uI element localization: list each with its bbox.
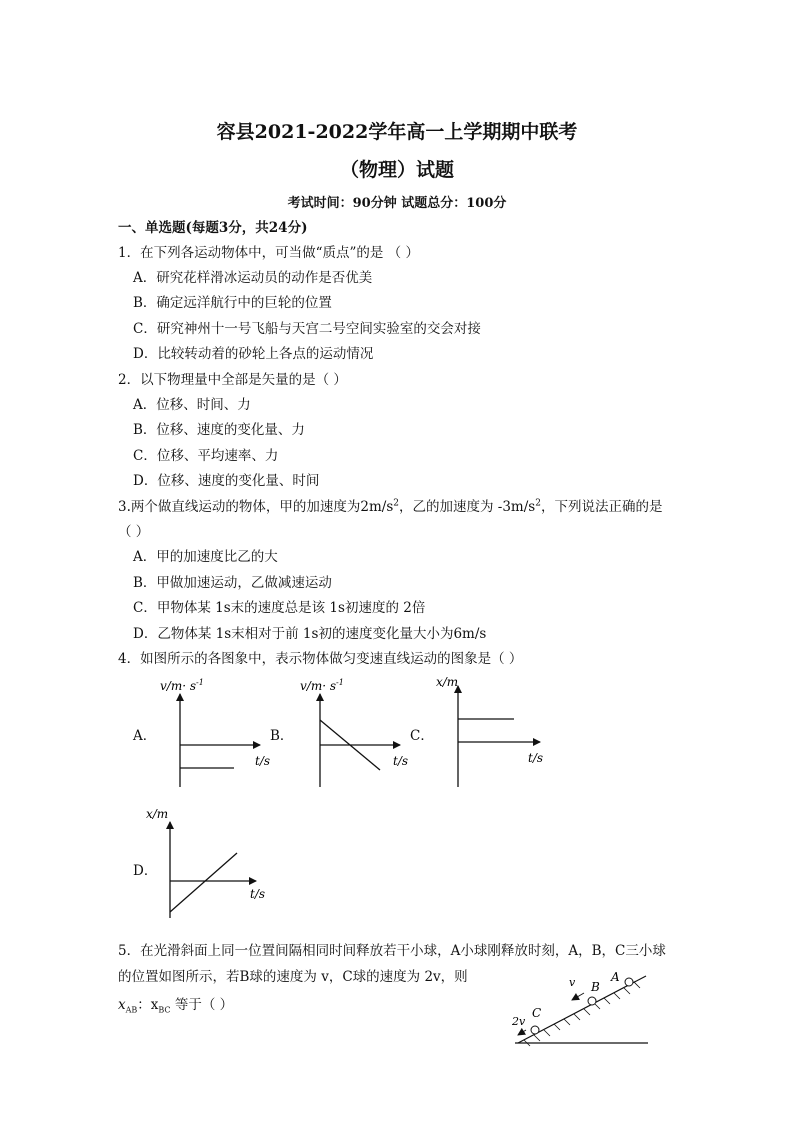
ball-b-label: B [591,980,600,994]
graph-d-label: D． [133,863,158,879]
x-axis-label: t/s [528,751,544,765]
question-2-option-c: C．位移、平均速率、力 [133,448,279,464]
ball-c-label: C [532,1006,542,1020]
question-1-stem: 1．在下列各运动物体中，可当做“质点”的是 （ ） [118,245,419,261]
question-3-stem [118,495,662,515]
question-2-option-b: B．位移、速度的变化量、力 [133,422,305,438]
superscript: 2 [535,498,541,509]
graph-c-label: C． [410,728,434,744]
y-axis-label: x/m [436,675,459,689]
incline-figure [500,960,660,1052]
question-2-option-a: A．位移、时间、力 [133,397,251,413]
question-3-option-b: B．甲做加速运动，乙做减速运动 [133,575,332,591]
question-1-option-c: C．研究神州十一号飞船与天宫二号空间实验室的交会对接 [133,321,481,337]
ratio-separator: ：x [137,997,159,1013]
question-5-line1: 5．在光滑斜面上同一位置间隔相同时间释放若干小球，A小球刚释放时刻，A，B，C三小球 [118,943,666,959]
question-1-option-d: D．比较转动着的砂轮上各点的运动情况 [133,346,374,362]
question-3-option-d: D．乙物体某 1s末相对于前 1s初的速度变化量大小为6m/s [133,626,487,642]
question-3-stem-line2: （ ） [118,524,150,540]
graph-a [150,672,280,792]
y-axis-label: $v/m\cdot s^{-1}$ [300,678,344,693]
graph-a-label: A． [133,728,157,744]
graph-c [428,672,558,792]
question-2-stem: 2．以下物理量中全部是矢量的是（ ） [118,372,347,388]
question-3-stem-part-c: ，下列说法正确的是 [540,499,663,515]
question-1-option-a: A．研究花样滑冰运动员的动作是否优美 [133,270,373,286]
question-3-option-a: A．甲的加速度比乙的大 [133,549,278,565]
x-axis-label: t/s [393,754,409,768]
question-5-line2: 的位置如图所示，若B球的速度为 v，C球的速度为 2v，则 [118,969,468,985]
subscript-bc: BC [158,1005,171,1015]
question-3-option-c: C．甲物体某 1s末的速度总是该 1s初速度的 2倍 [133,600,426,616]
superscript: 2 [393,498,399,509]
y-axis-label: $v/m\cdot s^{-1}$ [160,678,204,693]
section-heading: 一、单选题(每题3分，共24分) [118,220,308,236]
question-2-option-d: D．位移、速度的变化量、时间 [133,473,320,489]
position-line [170,853,237,912]
graph-d [140,800,280,920]
ball-a-label: A [611,970,620,984]
x-axis-label: t/s [255,754,271,768]
ball-c [531,1026,539,1034]
question-5-ratio [118,993,233,1015]
question-4-stem: 4．如图所示的各图象中，表示物体做匀变速直线运动的图象是（ ） [118,651,523,667]
incline-hatching [524,982,640,1046]
subscript-ab: AB [125,1005,138,1015]
velocity-b-arrow [572,993,584,1000]
velocity-c-arrow [518,1030,526,1035]
question-1-option-b: B．确定远洋航行中的巨轮的位置 [133,295,332,311]
page-subtitle: （物理）试题 [339,159,454,181]
x-axis-label: t/s [250,887,266,901]
ball-a [625,978,633,986]
graph-b-label: B． [270,728,294,744]
question-3-stem-part-a: 3.两个做直线运动的物体，甲的加速度为2m/s [118,499,394,515]
page-title: 容县2021-2022学年高一上学期期中联考 [216,121,578,143]
ratio-tail: 等于（ ） [170,997,234,1013]
velocity-c-label: 2v [512,1015,526,1028]
graph-b [290,672,420,792]
velocity-b-label: v [569,976,576,989]
y-axis-label: x/m [146,807,169,821]
exam-info: 考试时间：90分钟 试题总分：100分 [287,196,507,211]
ratio-x: x [118,997,126,1013]
question-3-stem-part-b: ，乙的加速度为 -3m/s [398,499,536,515]
ball-b [588,997,596,1005]
